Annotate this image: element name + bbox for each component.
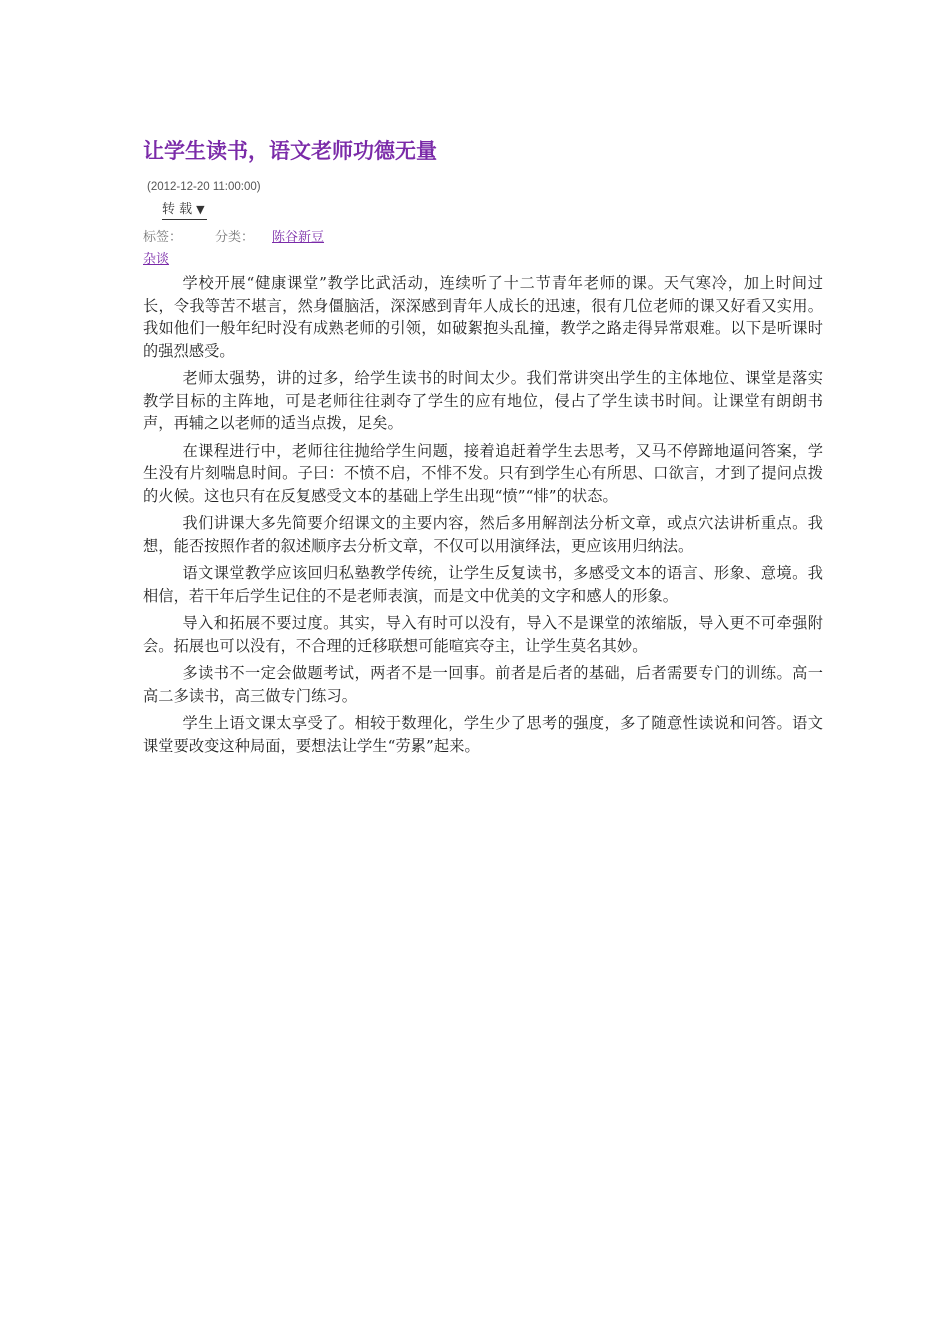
article bbox=[143, 134, 823, 762]
paragraph: 老师太强势，讲的过多，给学生读书的时间太少。我们常讲突出学生的主体地位、课堂是落实教学目标的主阵地，可是老师往往剥夺了学生的应有地位，侵占了学生读书时间。让课堂有朗朗书声，再辅之以老师的适当点拨，足矣。 bbox=[143, 369, 823, 432]
paragraph: 学生上语文课太享受了。相较于数理化，学生少了思考的强度，多了随意性读说和问答。语文课堂要改变这种局面，要想法让学生“劳累”起来。 bbox=[143, 714, 823, 755]
repost-label: 转 载 bbox=[162, 202, 193, 217]
article-date: (2012-12-20 11:00:00) bbox=[147, 181, 261, 193]
category-link[interactable]: 陈谷新豆 bbox=[272, 230, 325, 245]
paragraph: 多读书不一定会做题考试，两者不是一回事。前者是后者的基础，后者需要专门的训练。高一高二多读书，高三做专门练习。 bbox=[143, 664, 823, 705]
paragraph: 导入和拓展不要过度。其实，导入有时可以没有，导入不是课堂的浓缩版，导入更不可牵强附会。拓展也可以没有，不合理的迁移联想可能喧宾夺主，让学生莫名其妙。 bbox=[143, 614, 823, 655]
dropdown-arrow-icon: ▼ bbox=[196, 203, 205, 216]
paragraph: 我们讲课大多先简要介绍课文的主要内容，然后多用解剖法分析文章，或点穴法讲析重点。我想，能否按照作者的叙述顺序去分析文章，不仅可以用演绎法，更应该用归纳法。 bbox=[143, 514, 823, 555]
tag-link[interactable]: 杂谈 bbox=[143, 252, 170, 267]
paragraph: 学校开展“健康课堂”教学比武活动，连续听了十二节青年老师的课。天气寒冷，加上时间过长，令我等苦不堪言，然身僵脑活，深深感到青年人成长的迅速，很有几位老师的课又好看又实用。我如他们一般年纪时没有成熟老师的引领，如破絮抱头乱撞，教学之路走得异常艰难。以下是听课时的强烈感受。 bbox=[143, 274, 823, 360]
paragraph: 语文课堂教学应该回归私塾教学传统，让学生反复读书，多感受文本的语言、形象、意境。我相信，若干年后学生记住的不是老师表演，而是文中优美的文字和感人的形象。 bbox=[143, 564, 823, 605]
repost-button[interactable] bbox=[162, 201, 207, 220]
article-body bbox=[143, 272, 823, 757]
paragraph: 在课程进行中，老师往往抛给学生问题，接着追赶着学生去思考，又马不停蹄地逼问答案，学生没有片刻喘息时间。子曰：不愤不启，不悱不发。只有到学生心有所思、口欲言，才到了提问点拨的火候。这也只有在反复感受文本的基础上学生出现“愤”“悱”的状态。 bbox=[143, 441, 823, 505]
tags-label: 标签： bbox=[143, 230, 183, 245]
category-label: 分类： bbox=[215, 230, 255, 245]
article-meta bbox=[143, 227, 823, 249]
article-title: 让学生读书，语文老师功德无量 bbox=[143, 139, 437, 163]
